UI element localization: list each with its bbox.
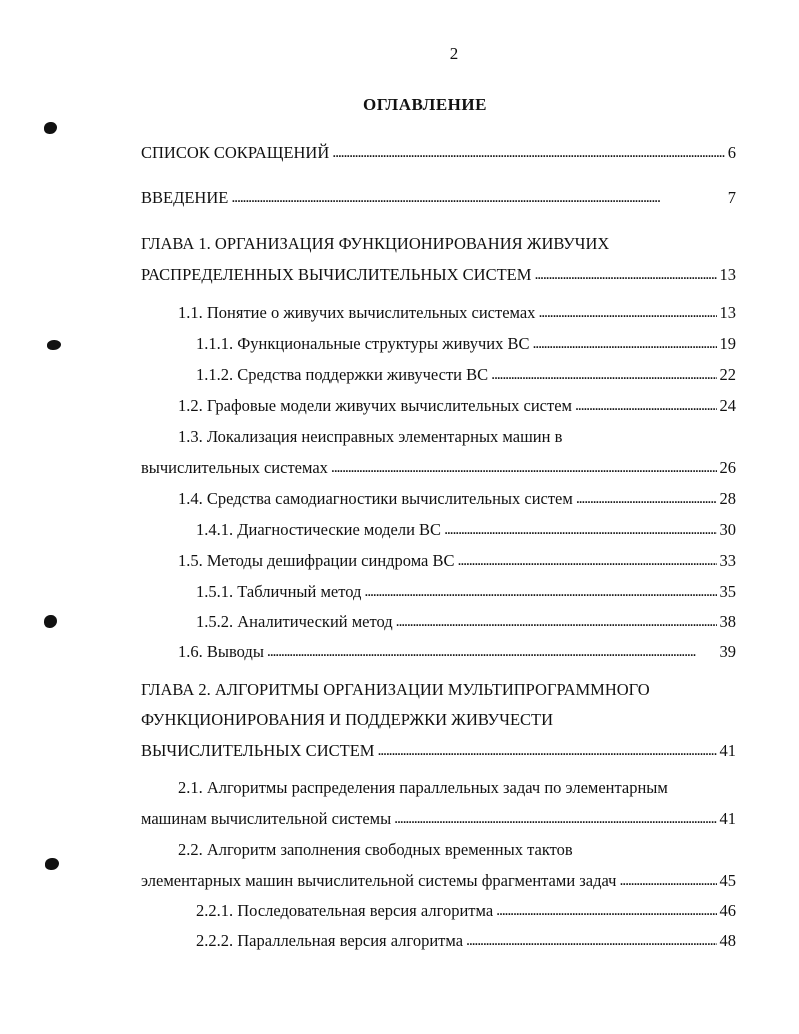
toc-entry-text: вычислительных системах	[141, 458, 328, 477]
toc-entry-1-1-1[interactable]	[196, 334, 736, 354]
toc-entry-page: 30	[719, 520, 736, 539]
toc-dot-leader	[394, 809, 716, 829]
toc-entry-2-2-1[interactable]	[196, 901, 736, 921]
toc-entry-text: ВВЕДЕНИЕ	[141, 188, 229, 207]
toc-entry-text: 1.5.1. Табличный метод	[196, 582, 362, 601]
toc-dot-leader	[458, 551, 717, 571]
toc-entry-page: 48	[719, 931, 736, 950]
toc-dot-leader	[267, 642, 717, 662]
toc-entry-text: 1.5.2. Аналитический метод	[196, 612, 393, 631]
toc-entry-1-4-1[interactable]	[196, 520, 736, 540]
toc-entry-text: 1.1.2. Средства поддержки живучести ВС	[196, 365, 489, 384]
toc-entry-chapter-2-line1[interactable]: ГЛАВА 2. АЛГОРИТМЫ ОРГАНИЗАЦИИ МУЛЬТИПРОГРАММНОГО	[141, 680, 650, 699]
toc-dot-leader	[466, 931, 716, 951]
toc-dot-leader	[496, 901, 716, 921]
binder-hole-mark	[44, 615, 57, 628]
toc-entry-page: 13	[719, 265, 736, 284]
toc-entry-1-6[interactable]	[178, 642, 736, 662]
toc-entry-page: 19	[719, 334, 736, 353]
toc-dot-leader	[231, 188, 724, 208]
toc-entry-1-5-2[interactable]	[196, 612, 736, 632]
toc-dot-leader	[532, 334, 716, 354]
toc-entry-page: 24	[719, 396, 736, 415]
toc-entry-text: 1.4. Средства самодиагностики вычислительных систем	[178, 489, 573, 508]
toc-entry-1-3-line1[interactable]: 1.3. Локализация неисправных элементарных машин в	[178, 427, 563, 446]
toc-entry-2-2-2[interactable]	[196, 931, 736, 951]
toc-entry-1-5[interactable]	[178, 551, 736, 571]
toc-entry-text: 1.2. Графовые модели живучих вычислительных систем	[178, 396, 572, 415]
toc-entry-1-1-2[interactable]	[196, 365, 736, 385]
binder-hole-mark	[44, 122, 57, 134]
toc-entry-page: 28	[719, 489, 736, 508]
toc-entry-chapter-1-line1[interactable]: ГЛАВА 1. ОРГАНИЗАЦИЯ ФУНКЦИОНИРОВАНИЯ ЖИВУЧИХ	[141, 234, 610, 253]
toc-entry-list-of-abbreviations[interactable]	[141, 143, 736, 163]
toc-entry-text: 1.6. Выводы	[178, 642, 264, 661]
toc-entry-chapter-2-line2[interactable]: ФУНКЦИОНИРОВАНИЯ И ПОДДЕРЖКИ ЖИВУЧЕСТИ	[141, 710, 554, 729]
toc-entry-text: 1.5. Методы дешифрации синдрома ВС	[178, 551, 455, 570]
page-number: 2	[449, 44, 459, 63]
toc-entry-page: 46	[719, 901, 736, 920]
toc-entry-text: ВЫЧИСЛИТЕЛЬНЫХ СИСТЕМ	[141, 741, 375, 760]
binder-hole-mark	[45, 858, 59, 870]
toc-entry-2-1[interactable]	[141, 809, 736, 829]
toc-entry-text: 1.1. Понятие о живучих вычислительных системах	[178, 303, 536, 322]
toc-entry-chapter-2[interactable]	[141, 741, 736, 761]
binder-hole-mark	[47, 340, 61, 350]
toc-entry-page: 38	[719, 612, 736, 631]
toc-dot-leader	[619, 871, 716, 891]
toc-dot-leader	[576, 489, 717, 509]
toc-entry-2-1-line1[interactable]: 2.1. Алгоритмы распределения параллельных задач по элементарным	[178, 778, 668, 797]
toc-entry-page: 26	[719, 458, 736, 477]
toc-entry-2-2[interactable]	[141, 871, 736, 891]
toc-dot-leader	[491, 365, 716, 385]
toc-entry-text: машинам вычислительной системы	[141, 809, 392, 828]
toc-entry-2-2-line1[interactable]: 2.2. Алгоритм заполнения свободных временных тактов	[178, 840, 573, 859]
toc-dot-leader	[396, 612, 717, 632]
toc-entry-text: элементарных машин вычислительной системы фрагментами задач	[141, 871, 617, 890]
toc-dot-leader	[575, 396, 717, 416]
toc-entry-page: 39	[719, 642, 736, 661]
toc-entry-1-4[interactable]	[178, 489, 736, 509]
toc-entry-1-1[interactable]	[178, 303, 736, 323]
toc-entry-text: 1.4.1. Диагностические модели ВС	[196, 520, 442, 539]
toc-entry-page: 45	[719, 871, 736, 890]
toc-entry-introduction[interactable]	[141, 188, 736, 208]
toc-dot-leader	[538, 303, 716, 323]
toc-entry-page: 13	[719, 303, 736, 322]
toc-entry-text: 2.2.1. Последовательная версия алгоритма	[196, 901, 494, 920]
toc-entry-page: 41	[719, 741, 736, 760]
toc-dot-leader	[377, 741, 716, 761]
toc-entry-page: 41	[719, 809, 736, 828]
toc-entry-page: 22	[719, 365, 736, 384]
toc-entry-chapter-1[interactable]	[141, 265, 736, 285]
toc-entry-1-5-1[interactable]	[196, 582, 736, 602]
toc-dot-leader	[444, 520, 716, 540]
toc-dot-leader	[331, 458, 717, 478]
toc-entry-page: 33	[719, 551, 736, 570]
toc-entry-1-3[interactable]	[141, 458, 736, 478]
toc-dot-leader	[332, 143, 724, 163]
toc-entry-page: 7	[727, 188, 736, 207]
toc-entry-page: 35	[719, 582, 736, 601]
toc-entry-text: 1.1.1. Функциональные структуры живучих ВС	[196, 334, 530, 353]
toc-dot-leader	[364, 582, 716, 602]
toc-entry-text: РАСПРЕДЕЛЕННЫХ ВЫЧИСЛИТЕЛЬНЫХ СИСТЕМ	[141, 265, 532, 284]
toc-dot-leader	[534, 265, 716, 285]
page-title: ОГЛАВЛЕНИЕ	[363, 95, 487, 114]
toc-entry-page: 6	[727, 143, 736, 162]
toc-entry-text: 2.2.2. Параллельная версия алгоритма	[196, 931, 464, 950]
toc-entry-text: СПИСОК СОКРАЩЕНИЙ	[141, 143, 330, 162]
toc-entry-1-2[interactable]	[178, 396, 736, 416]
